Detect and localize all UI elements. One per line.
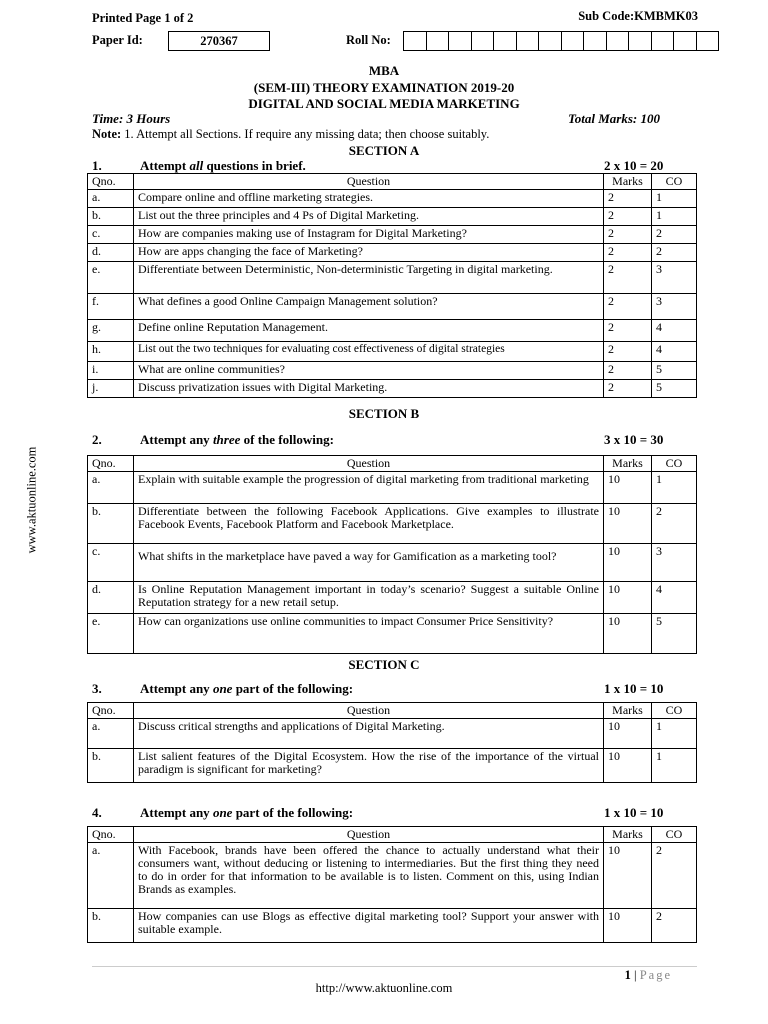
roll-no-boxes: [403, 31, 719, 51]
q3-number: 3.: [92, 681, 102, 696]
roll-box: [561, 31, 584, 51]
paper-id-label: Paper Id:: [92, 33, 143, 47]
table-row: f. What defines a good Online Campaign Management solution? 2 3: [88, 294, 697, 320]
col-qno: Qno.: [88, 456, 134, 472]
table-row: e. Differentiate between Deterministic, Non-deterministic Targeting in digital marketing. 2 3: [88, 262, 697, 294]
q1-table: [87, 173, 697, 398]
table-row: d. Is Online Reputation Management important in today’s scenario? Suggest a suitable Online Reputation strategy for a new retail setup. 10 4: [88, 582, 697, 614]
col-question: Question: [134, 703, 604, 719]
q3-instruction: Attempt any one part of the following:: [140, 681, 354, 696]
q3-table: [87, 702, 697, 783]
roll-box: [583, 31, 606, 51]
table-row: a. Compare online and offline marketing strategies. 2 1: [88, 190, 697, 208]
table-row: j. Discuss privatization issues with Digital Marketing. 2 5: [88, 380, 697, 398]
roll-box: [516, 31, 539, 51]
col-co: CO: [652, 456, 697, 472]
section-a-title: SECTION A: [348, 143, 420, 158]
footer-divider: [92, 966, 697, 967]
roll-box: [426, 31, 449, 51]
table-row: c. What shifts in the marketplace have paved a way for Gamification as a marketing tool? 10 3: [88, 544, 697, 582]
exam-title: (SEM-III) THEORY EXAMINATION 2019-20: [253, 80, 515, 95]
q4-table: [87, 826, 697, 943]
q2-table: [87, 455, 697, 654]
col-question: Question: [134, 827, 604, 843]
side-watermark: www.aktuonline.com: [24, 446, 39, 554]
note-label: Note:: [92, 127, 122, 141]
col-co: CO: [652, 174, 697, 190]
roll-box: [538, 31, 561, 51]
col-co: CO: [652, 827, 697, 843]
roll-box: [696, 31, 720, 51]
roll-box: [448, 31, 471, 51]
roll-box: [673, 31, 696, 51]
footer-url: http://www.aktuonline.com: [315, 981, 453, 995]
q4-marks: 1 x 10 = 10: [604, 805, 664, 820]
q4-number: 4.: [92, 805, 102, 820]
table-row: i. What are online communities? 2 5: [88, 362, 697, 380]
q2-number: 2.: [92, 432, 102, 447]
exam-time: Time: 3 Hours: [92, 111, 171, 126]
col-marks: Marks: [604, 827, 652, 843]
note: [92, 127, 489, 142]
roll-box: [606, 31, 629, 51]
page-number: 1 | Page: [624, 968, 672, 982]
table-row: a. Discuss critical strengths and applications of Digital Marketing. 10 1: [88, 719, 697, 749]
roll-box: [628, 31, 651, 51]
roll-box: [493, 31, 516, 51]
col-qno: Qno.: [88, 174, 134, 190]
col-question: Question: [134, 456, 604, 472]
col-qno: Qno.: [88, 827, 134, 843]
q2-instruction: Attempt any three of the following:: [140, 432, 334, 447]
table-row: c. How are companies making use of Instagram for Digital Marketing? 2 2: [88, 226, 697, 244]
q1-marks: 2 x 10 = 20: [604, 158, 664, 173]
table-row: b. Differentiate between the following Facebook Applications. Give examples to illustrate Facebook Events, Facebook Platform and Facebook Marketplace. 10 2: [88, 504, 697, 544]
col-co: CO: [652, 703, 697, 719]
paper-id-value: 270367: [168, 31, 270, 51]
roll-no-label: Roll No:: [346, 33, 391, 47]
col-marks: Marks: [604, 174, 652, 190]
printed-page-label: Printed Page 1 of 2: [92, 11, 194, 25]
total-marks: Total Marks: 100: [568, 111, 660, 126]
table-row: b. How companies can use Blogs as effective digital marketing tool? Support your answer with suitable example. 10 2: [88, 909, 697, 943]
exam-subject: DIGITAL AND SOCIAL MEDIA MARKETING: [248, 96, 520, 111]
section-b-title: SECTION B: [348, 406, 420, 421]
roll-box: [471, 31, 494, 51]
col-question: Question: [134, 174, 604, 190]
col-marks: Marks: [604, 456, 652, 472]
table-row: h. List out the two techniques for evaluating cost effectiveness of digital strategies 2 4: [88, 342, 697, 362]
note-text: 1. Attempt all Sections. If require any missing data; then choose suitably.: [124, 127, 490, 141]
q1-instruction: Attempt all questions in brief.: [140, 158, 306, 173]
table-row: e. How can organizations use online communities to impact Consumer Price Sensitivity? 10 5: [88, 614, 697, 654]
q3-marks: 1 x 10 = 10: [604, 681, 664, 696]
table-row: b. List salient features of the Digital Ecosystem. How the rise of the importance of the virtual paradigm is significant for marketing? 10 1: [88, 749, 697, 783]
table-row: g. Define online Reputation Management. 2 4: [88, 320, 697, 342]
sub-code: Sub Code:KMBMK03: [578, 9, 698, 23]
q2-marks: 3 x 10 = 30: [604, 432, 664, 447]
table-row: a. Explain with suitable example the progression of digital marketing from traditional marketing 10 1: [88, 472, 697, 504]
exam-program: MBA: [368, 63, 400, 78]
roll-box: [651, 31, 674, 51]
roll-box: [403, 31, 426, 51]
q1-number: 1.: [92, 158, 102, 173]
section-c-title: SECTION C: [348, 657, 420, 672]
table-row: a. With Facebook, brands have been offered the chance to actually understand what their consumers want, without deducing or listening to intermediaries. But the first thing they need to do in order for that information to be available is to listen. Comment on this, using Indian Brands as examples. 10 2: [88, 843, 697, 909]
table-row: d. How are apps changing the face of Marketing? 2 2: [88, 244, 697, 262]
col-marks: Marks: [604, 703, 652, 719]
table-row: b. List out the three principles and 4 Ps of Digital Marketing. 2 1: [88, 208, 697, 226]
q4-instruction: Attempt any one part of the following:: [140, 805, 354, 820]
col-qno: Qno.: [88, 703, 134, 719]
